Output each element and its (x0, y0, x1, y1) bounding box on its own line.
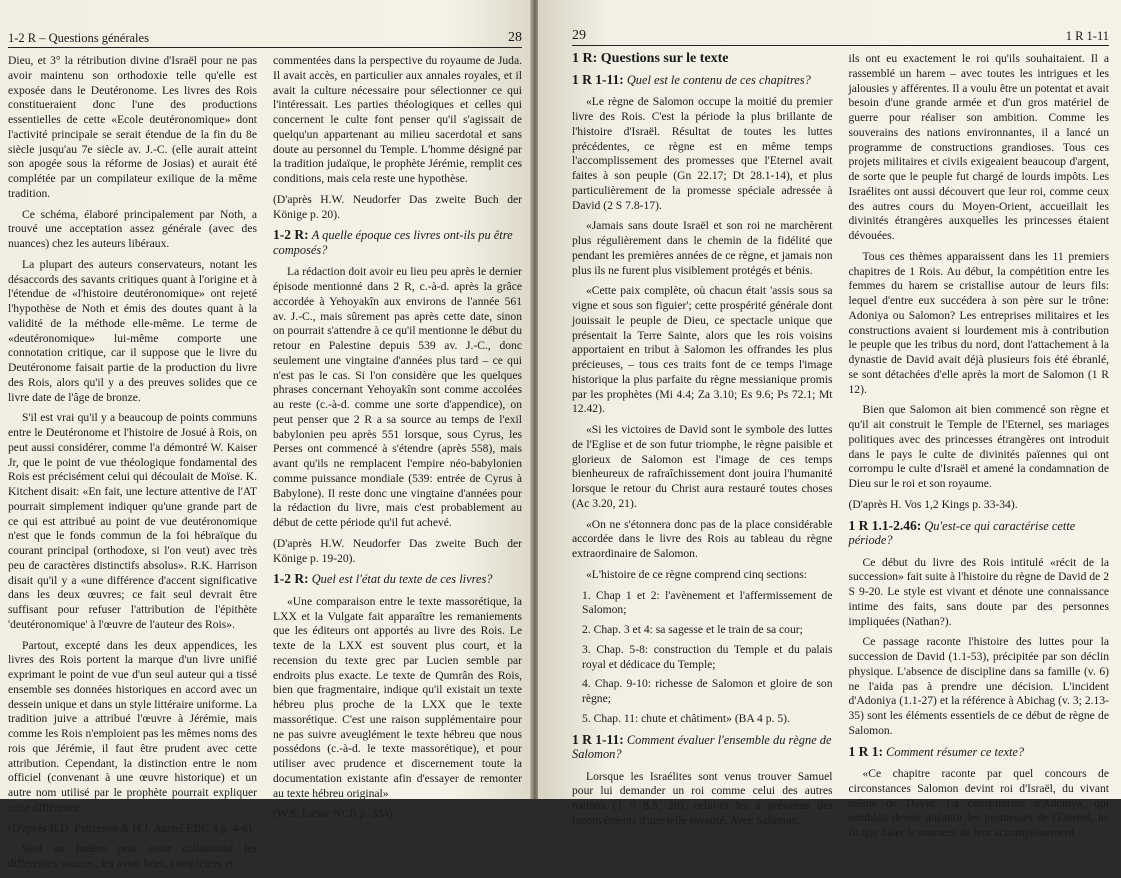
list-item: 4. Chap. 9-10: richesse de Salomon et gloire de son règne; (582, 677, 833, 705)
list-item: 5. Chap. 11: chute et châtiment» (BA 4 p. 5). (582, 711, 790, 725)
section-title: 1 R: Questions sur le texte (572, 51, 729, 66)
heading-question: Comment résumer ce texte? (886, 744, 1025, 759)
paragraph: La plupart des auteurs conservateurs, notant les désaccords des savants critiques quant à l'origine et à l'étendue de «l'histoire deutéronomique» ont rejeté l'hypothèse de Noth et émis des doutes quant à la validité de la méthode elle-même. Le terme de «deutéronomique» lui-même comporte une connotation critique, car il suppose que le livre du Deutéronome faisait partie de la production du livre des Rois, alors qu'il y a des preuves solides que ce livre date de l'âge de bronze. (8, 257, 257, 404)
paragraph: Ce schéma, élaboré principalement par Noth, a trouvé une acceptation assez générale (avec des nuances) chez les auteurs libéraux. (8, 207, 257, 250)
paragraph: commentées dans la perspective du royaume de Juda. Il avait accès, en particulier aux annales royales, et il avait la culture nécessaire pour sélectionner ce qui l'intéressait. Les parties théologiques et celles qui concernent le culte font penser qu'il s'agissait de quelqu'un appartenant au milieu sacerdotal et sans doute au personnel du Temple. L'homme désigné par la tradition judaïque, le prophète Jérémie, remplit ces conditions, mais cela reste une hypothèse. (273, 54, 522, 185)
page-number: 29 (572, 28, 586, 43)
right-page (538, 0, 1121, 839)
columns (572, 52, 1109, 847)
question-heading (849, 745, 1110, 760)
running-title: 1-2 R – Questions générales (8, 31, 149, 45)
heading-question: Comment évaluer l'ensemble du règne de Salomon? (572, 732, 832, 761)
heading-question: A quelle époque ces livres ont-ils pu être composés? (273, 228, 513, 257)
question-heading (273, 228, 522, 257)
paragraph: (D'après H.W. Neudorfer Das zweite Buch der Könige p. 20). (273, 192, 522, 221)
running-header (8, 30, 522, 48)
running-title: 1 R 1-11 (1065, 29, 1109, 43)
paragraph: (D'après H.W. Neudorfer Das zweite Buch der Könige p. 19-20). (273, 536, 522, 565)
heading-question: Quel est l'état du texte de ces livres? (311, 572, 493, 587)
paragraph: Dieu, et 3° la rétribution divine d'Israël pour ne pas avoir maintenu son orthodoxie telle qu'elle est exposée dans le Deutéronome. Les livres des Rois constitueraient donc l'une des productions essentielles de cette «Ecole deutéronomique» dont l'activité principale se serait étendue de la fin du 8e siècle jusqu'au 7e siècle av. J.-C. (elle aurait atteint son apogée sous la réforme de Josias) et aurait été complétée par un compilateur exilique de la même tradition. (8, 54, 257, 200)
column-left (572, 52, 833, 847)
paragraph: «Si les victoires de David sont le symbole des luttes de l'Eglise et de son futur triomphe, le règne paisible et glorieux de Salomon est l'image de ces temps bienheureux de rafraîchissement dont jouira l'humanité lorsque le retour du Christ aura restauré toutes choses (Ac 3.20, 21). (572, 423, 833, 510)
heading-question: Qu'est-ce qui caractérise cette période? (848, 518, 1076, 547)
page-number: 28 (508, 30, 522, 45)
paragraph: «Ce chapitre raconte par quel concours de circonstances Salomon devint roi d'Israël, du vivant même de David. La conspiration d'Adoniya, qui semblait devoir anéantir les promesses de l'Eternel, ne fit que hâter le moment de leur accomplissement. (848, 767, 1109, 839)
left-page (0, 0, 532, 870)
paragraph: ils ont eu exactement le roi qu'ils souhaitaient. Il a rassemblé un harem – avec toutes les intrigues et les jalousies y afférentes. Il a voulu être un potentat et avait besoin d'une grande armée et d'un gros matériel de guerre pour réaliser son ambition. Comme les souverains des nations environnantes, il a lancé un programme de constructions grandioses. Tous ces projets militaires et civils exigeaient beaucoup d'argent, de sorte que le peuple fut chargé de lourds impôts. Les Israélites ont aussi découvert que leur roi, comme ceux des autres cours du Moyen-Orient, accueillait les divinités étrangères auxquelles les princesses étaient dévouées. (848, 52, 1109, 242)
paragraph: «Jamais sans doute Israël et son roi ne marchèrent plus régulièrement dans le chemin de la fidélité que pendant les premières années de ce règne, et jamais non plus ils ne furent plus visiblement protégés et bénis. (572, 219, 833, 277)
list-item: 2. Chap. 3 et 4: sa sagesse et le train de sa cour; (582, 623, 803, 636)
column-left (8, 54, 257, 878)
list-item: 1. Chap 1 et 2: l'avènement et l'affermissement de Salomon; (582, 588, 833, 617)
paragraph: «L'histoire de ce règne comprend cinq sections: (586, 567, 808, 581)
list-item: 3. Chap. 5-8: construction du Temple et du palais royal et dédicace du Temple; (582, 642, 833, 671)
paragraph: (D'après R.D. Patterson & H.J. Austel EBC 4 p. 4-6). (8, 821, 255, 835)
heading-reference: 1 R 1.1-2.46: (848, 517, 922, 533)
paragraph: Ce passage raconte l'histoire des luttes pour la succession de David (1.1-53), précipitée par son déclin physique. L'absence de discipline dans sa famille (v. 6) ne l'aida pas à prendre une décision. L'incident d'Adoniya (1.1-27) et la référence à Abichag (v. 3; 2.13-35) sont les éléments essentiels de ce début de règne de Salomon. (848, 635, 1109, 737)
heading-reference: 1 R 1: (848, 743, 883, 759)
heading-reference: 1 R 1-11: (572, 71, 624, 87)
paragraph: (D'après H. Vos 1,2 Kings p. 33-34). (848, 497, 1018, 511)
heading-reference: 1-2 R: (273, 571, 309, 587)
column-right (849, 52, 1110, 847)
question-heading (572, 733, 833, 762)
columns (8, 54, 522, 878)
paragraph: Ce début du livre des Rois intitulé «récit de la succession» fait suite à l'histoire du règne de David de 2 S 9-20. Le style est vivant et dénote une connaissance intime des faits, sans doute par des personnes impliquées (Nathan?). (848, 555, 1109, 628)
paragraph: Tous ces thèmes apparaissent dans les 11 premiers chapitres de 1 Rois. Au début, la compétition entre les femmes du harem se cristallise autour de leurs fils: lequel d'entre eux succédera à son père sur le trône: Adoniya ou Salomon? Les entreprises militaires et les constructions avaient si lourdement mis à contribution le peuple que les tribus du nord, dont l'attachement à la dynastie de David avait déjà plusieurs fois été ébranlé, se sont détachées d'elle après la mort de Salomon (1 R 12). (848, 249, 1109, 396)
paragraph: Seul un Judéen peut avoir collationné les différentes sources, les avoir liées, complétées et (8, 842, 257, 870)
paragraph: «Une comparaison entre le texte massorétique, la LXX et la Vulgate fait apparaître les remaniements que les éditeurs ont apportés au livre des Rois. Le texte de la LXX est souvent plus court, et la recension du texte grec par Lucien semble par endroits plus exacte. Le texte de Qumrân des Rois, bien que fragmentaire, indique qu'il existait un texte hébreu plus proche de la LXX que le texte massorétique. C'est une raison supplémentaire pour ne pas suivre aveuglément le texte hébreu que nous possédons (c.-à-d. le texte massorétique), et pour utiliser avec prudence et discernement toute la documentation existante afin d'essayer de remonter au texte hébreu original» (273, 594, 522, 800)
heading-reference: 1 R 1-11: (572, 731, 624, 747)
paragraph: «Cette paix complète, où chacun était 'assis sous sa vigne et sous son figuier'; cette prospérité générale dont jouissait le peuple de Dieu, ce spectacle unique que présentait la Terre Sainte, alors que les rois voisins apportaient en tribut à Salomon les offrandes les plus précieuses, – tous ces traits font de ce temps l'image historique la plus parfaite du règne messianique promis par les prophètes (Mi 4.4; Za 3.10; Es 9.6; Ps 72.1; Mt 12.42). (572, 284, 833, 416)
paragraph: «On ne s'étonnera donc pas de la place considérable accordée dans le livre des Rois au tableau du règne extraordinaire de Salomon. (572, 517, 833, 560)
paragraph: Bien que Salomon ait bien commencé son règne et qu'il ait construit le Temple de l'Eternel, ses mariages politiques avec des princesses étrangères ont introduit dans le pays le culte de divinités païennes qui ont corrompu le culte d'Israël et amené la condamnation de Dieu sur le roi et son royaume. (848, 403, 1109, 490)
question-heading (273, 572, 522, 587)
running-header (572, 28, 1109, 46)
column-right (273, 54, 522, 878)
paragraph: (W.S. LaSor NCB p. 334). (273, 807, 396, 821)
paragraph: «Le règne de Salomon occupe la moitié du premier livre des Rois. C'est la période la plus brillante de l'histoire d'Israël. Résultat de toutes les luttes précédentes, ce règne est en même temps l'accomplissement des promesses que l'Eternel avait faites à son peuple (Gn 22.17; Dt 28.1-14), et plus particulièrement de la promesse spéciale adressée à David (2 S 7.8-17). (572, 95, 833, 212)
paragraph: La rédaction doit avoir eu lieu peu après le dernier épisode mentionné dans 2 R, c.-à-d. après la grâce accordée à Yehoyakîn aux environs de l'année 561 av. J.-C., mais sûrement pas après cette date, sinon on pourrait s'attendre à ce qu'il mentionne le début du retour en Palestine depuis 539 av. J.-C., donc seulement une vingtaine d'années plus tard – ce qui n'est pas le cas. Si l'on considère que les quelques phrases concernant Yehoyakîn sont comme accolées au reste (c.-à-d. comme une sorte d'appendice), on peut penser que 2 R a sa source au temps de l'exil babylonien peu après 551 lorsque, sous Cyrus, les Perses ont commencé à s'étendre (après 558), mais avant qu'ils ne remplacent l'empire néo-babylonien comme puissance mondiale (539: entrée de Cyrus à Babylone). Il reste donc une vingtaine d'années pour la rédaction du livre, mais c'est probablement au début de cette période qu'il fut achevé. (273, 265, 522, 529)
heading-question: Quel est le contenu de ces chapitres? (626, 72, 811, 87)
question-heading (849, 519, 1110, 548)
paragraph: Partout, excepté dans les deux appendices, les livres des Rois portent la marque d'un livre unifié exprimant le point de vue d'un seul auteur qui a tissé ensemble ses données historiques en accord avec un dessein unique et dans un style littéraire uniforme. La tradition juive a attribué l'œuvre à Jérémie, mais comme les Rois n'emploient pas les mêmes noms des rois que Jérémie, il faut être prudent avec cette attribution. Cependant, la distinction entre le nom officiel (convenant à une œuvre historique) et un autre nom utilisé par le prophète pourrait expliquer cette différence. (8, 638, 257, 814)
paragraph: S'il est vrai qu'il y a beaucoup de points communs entre le Deutéronome et l'histoire de Josué à Rois, on peut aussi considérer, comme l'a démontré W. Kaiser Jr, que le point de vue théologique fondamental des Rois est précisément celui qui découlait de Moïse. K. Kitchent disait: «En fait, une lecture attentive de l'AT pourrait simplement indiquer qu'une grande part de ce qui est attribué au point de vue deutéronomique n'est que le fonds commun de la foi hébraïque du courant principal (orthodoxe, si l'on veut) avec très peu de caractères distinctifs absolus». R.K. Harrison disait qu'il y a «une différence d'accent significative dans les deux œuvres; ce fait seul devrait être suffisant pour refuser l'attribution de l'épithète 'deutéronomique' à l'œuvre de l'auteur des Rois». (8, 411, 257, 631)
paragraph: Lorsque les Israélites sont venus trouver Samuel pour lui demander un roi comme celui des autres nations (1 S 8.5, 20), celui-ci les a prévenus des inconvénients d'une telle royauté. Avec Salomon, (572, 769, 833, 827)
question-heading (572, 73, 833, 88)
heading-reference: 1-2 R: (273, 227, 309, 243)
